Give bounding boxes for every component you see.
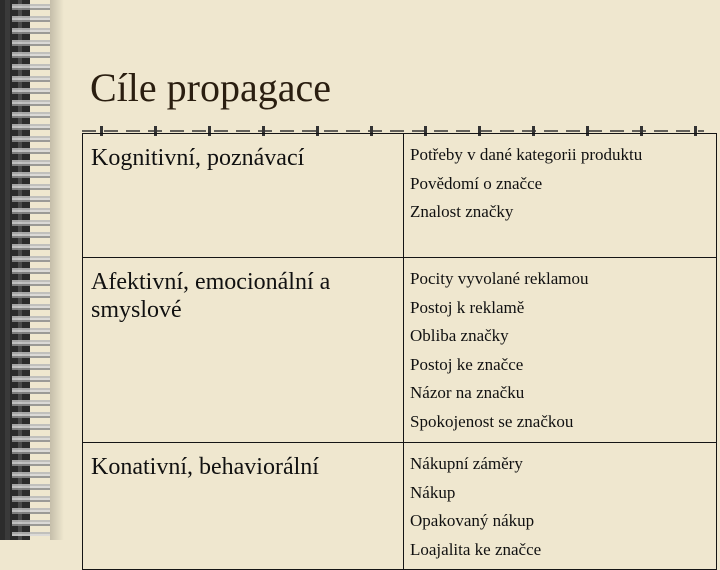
list-item: Znalost značky	[410, 202, 514, 222]
list-item: Spokojenost se značkou	[410, 411, 574, 431]
list-item: Opakovaný nákup	[410, 511, 535, 531]
table-row	[83, 258, 717, 443]
category-cell: Kognitivní, poznávací	[83, 134, 404, 258]
items-cell	[404, 443, 717, 570]
items-cell	[404, 258, 717, 443]
goals-table	[82, 133, 717, 570]
list-item: Pocity vyvolané reklamou	[410, 269, 589, 288]
list-item: Názor na značku	[410, 383, 525, 403]
list-item: Nákupní záměry	[410, 454, 523, 473]
list-item: Obliba značky	[410, 326, 509, 346]
list-item: Nákup	[410, 482, 456, 502]
list-item: Povědomí o značce	[410, 173, 543, 193]
category-cell: Konativní, behaviorální	[83, 443, 404, 570]
slide-title: Cíle propagace	[90, 65, 331, 110]
items-cell	[404, 134, 717, 258]
list-item: Postoj k reklamě	[410, 297, 525, 317]
list-item: Postoj ke značce	[410, 354, 524, 374]
list-item: Loajalita ke značce	[410, 539, 542, 559]
table-row	[83, 134, 717, 258]
list-item: Potřeby v dané kategorii produktu	[410, 145, 643, 164]
category-cell: Afektivní, emocionální a smyslové	[83, 258, 404, 443]
binding-shadow	[50, 0, 64, 540]
spiral-binding	[0, 0, 52, 540]
table-row	[83, 443, 717, 570]
